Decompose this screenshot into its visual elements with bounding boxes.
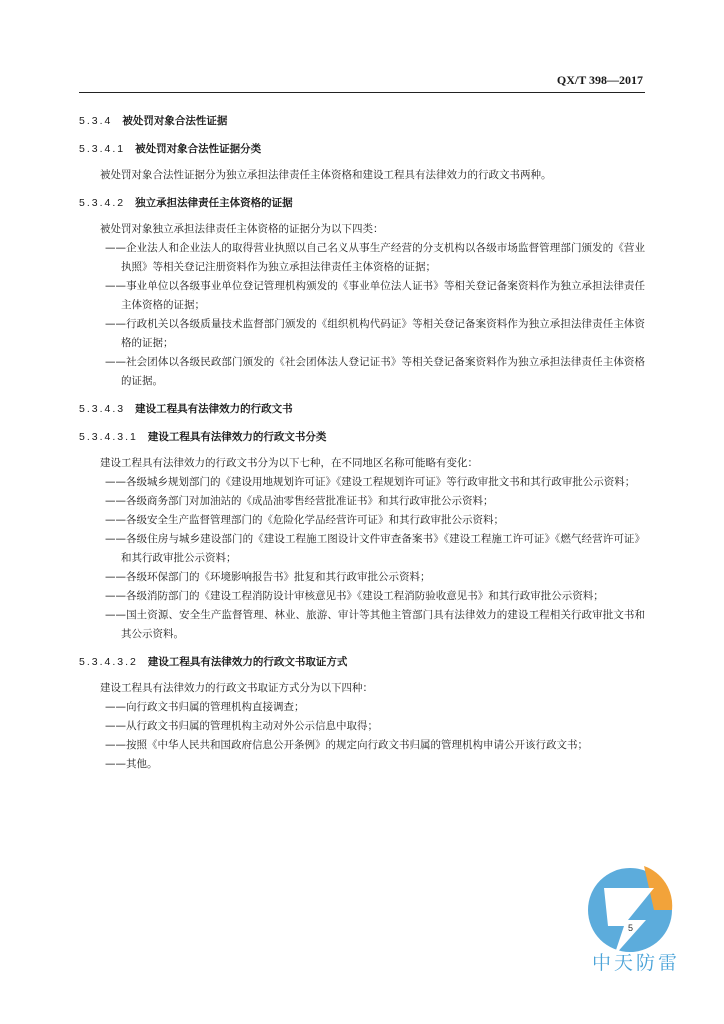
paragraph: 被处罚对象独立承担法律责任主体资格的证据分为以下四类： xyxy=(100,223,384,235)
standard-code: QX/T 398—2017 xyxy=(556,73,643,87)
page-number: 5 xyxy=(628,923,634,933)
list-item: ——行政机关以各级质量技术监督部门颁发的《组织机构代码证》等相关登记备案资料作为独立承担法律责任主体资格的证据； xyxy=(105,318,645,349)
list-item: ——各级城乡规划部门的《建设用地规划许可证》《建设工程规划许可证》等行政审批文书和其行政审批公示资料； xyxy=(105,476,636,488)
section-heading: 5.3.4.3.2 建设工程具有法律效力的行政文书取证方式 xyxy=(79,656,348,668)
section-heading: 5.3.4.1 被处罚对象合法性证据分类 xyxy=(79,143,262,155)
list-item: ——向行政文书归属的管理机构直接调查； xyxy=(105,701,305,713)
header-rule xyxy=(79,92,645,93)
list-item: ——按照《中华人民共和国政府信息公开条例》的规定向行政文书归属的管理机构申请公开该行政文书； xyxy=(105,739,588,751)
list-item: ——国土资源、安全生产监督管理、林业、旅游、审计等其他主管部门具有法律效力的建设工程相关行政审批文书和其公示资料。 xyxy=(105,609,645,640)
list-item: ——各级商务部门对加油站的《成品油零售经营批准证书》和其行政审批公示资料； xyxy=(105,495,494,507)
list-item: ——各级消防部门的《建设工程消防设计审核意见书》《建设工程消防验收意见书》和其行政审批公示资料； xyxy=(105,590,604,602)
paragraph: 被处罚对象合法性证据分为独立承担法律责任主体资格和建设工程具有法律效力的行政文书两种。 xyxy=(100,169,552,181)
list-item: ——从行政文书归属的管理机构主动对外公示信息中取得； xyxy=(105,720,378,732)
paragraph: 建设工程具有法律效力的行政文书取证方式分为以下四种： xyxy=(100,682,373,694)
list-item: ——事业单位以各级事业单位登记管理机构颁发的《事业单位法人证书》等相关登记备案资料作为独立承担法律责任主体资格的证据； xyxy=(105,280,645,311)
document-body xyxy=(79,112,645,774)
list-item: ——企业法人和企业法人的取得营业执照以自己名义从事生产经营的分支机构以各级市场监督管理部门颁发的《营业执照》等相关登记注册资料作为独立承担法律责任主体资格的证据； xyxy=(105,242,645,273)
section-heading: 5.3.4.3 建设工程具有法律效力的行政文书 xyxy=(79,403,293,415)
list-item: ——其他。 xyxy=(105,758,158,770)
section-heading: 5.3.4.3.1 建设工程具有法律效力的行政文书分类 xyxy=(79,431,327,443)
list-item: ——各级住房与城乡建设部门的《建设工程施工图设计文件审查备案书》《建设工程施工许可证》《燃气经营许可证》和其行政审批公示资料； xyxy=(105,533,645,564)
section-heading: 5.3.4 被处罚对象合法性证据 xyxy=(79,115,228,127)
list-item: ——各级环保部门的《环境影响报告书》批复和其行政审批公示资料； xyxy=(105,571,431,583)
section-heading: 5.3.4.2 独立承担法律责任主体资格的证据 xyxy=(79,197,293,209)
list-item: ——社会团体以各级民政部门颁发的《社会团体法人登记证书》等相关登记备案资料作为独立承担法律责任主体资格的证据。 xyxy=(105,356,645,387)
watermark-text: 中天防雷 xyxy=(591,952,680,974)
list-item: ——各级安全生产监督管理部门的《危险化学品经营许可证》和其行政审批公示资料； xyxy=(105,514,504,526)
paragraph: 建设工程具有法律效力的行政文书分为以下七种，在不同地区名称可能略有变化： xyxy=(100,457,478,469)
